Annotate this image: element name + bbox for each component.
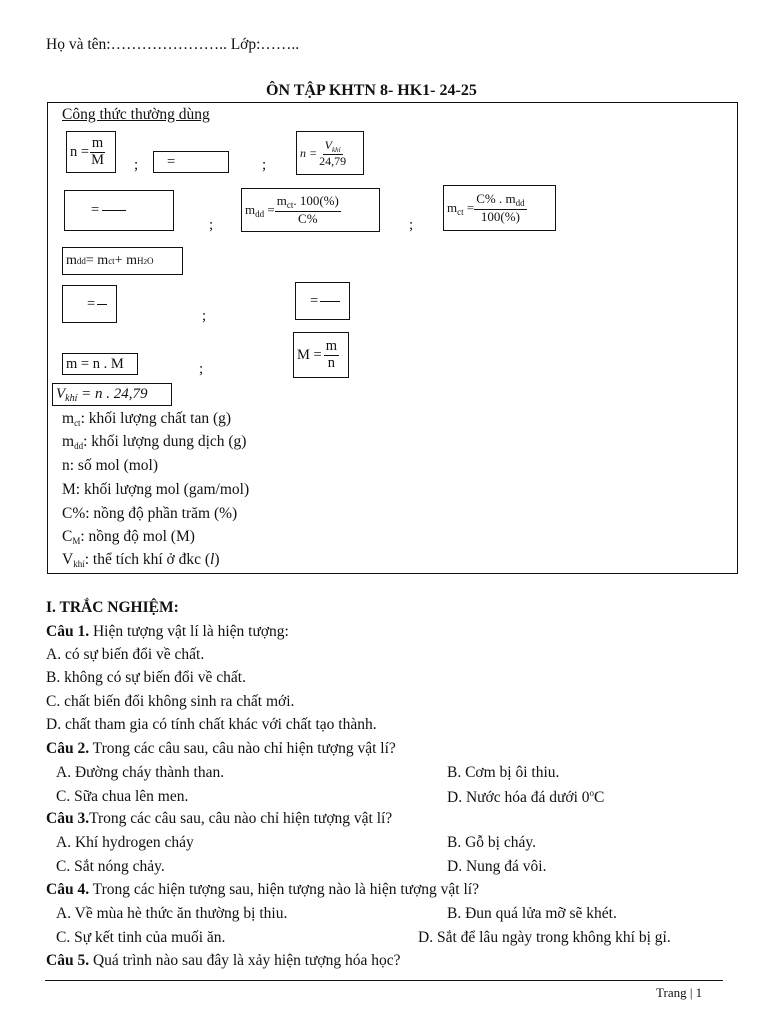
mass-symbol: m bbox=[447, 199, 458, 215]
page-title: ÔN TẬP KHTN 8- HK1- 24-25 bbox=[266, 82, 477, 99]
formula-equals: = bbox=[91, 202, 100, 218]
fraction bbox=[275, 194, 341, 225]
fraction-denominator: 24,79 bbox=[319, 153, 347, 168]
semicolon: ; bbox=[209, 217, 214, 233]
answer-option[interactable]: B. Gỗ bị cháy. bbox=[447, 834, 536, 851]
formula-text: = n . 24,79 bbox=[77, 386, 148, 402]
legend-item: $m_{dd}$: khối lượng dung dịch (g) bbox=[62, 433, 247, 451]
mass-symbol: m bbox=[245, 201, 256, 217]
formula-mdd-sum bbox=[62, 247, 183, 275]
formula-equals: = bbox=[167, 154, 176, 170]
answer-option[interactable]: A. Về mùa hè thức ăn thường bị thiu. bbox=[56, 905, 288, 922]
subscript: dd bbox=[515, 198, 525, 209]
subscript: dd bbox=[76, 256, 86, 266]
fraction bbox=[89, 136, 106, 167]
semicolon: ; bbox=[409, 217, 414, 233]
formula-equals: = bbox=[310, 292, 319, 309]
numerator: C% . m bbox=[476, 191, 516, 207]
formula-lhs: n = bbox=[300, 145, 318, 160]
formula-mct: $m_{ct}$ = $\frac{C\% . m_{dd}}{100(\%)}$ bbox=[443, 185, 556, 231]
legend-item: n: số mol (mol) bbox=[62, 457, 159, 474]
subscript: H bbox=[136, 256, 144, 266]
formula-n-V-24-79 bbox=[296, 131, 364, 175]
formula-blank-2 bbox=[64, 190, 174, 231]
fraction-numerator: m bbox=[325, 338, 337, 355]
page-number: Trang | 1 bbox=[656, 985, 703, 1000]
question-3: Câu 3.Trong các câu sau, câu nào chỉ hiện tượng vật lí? bbox=[46, 810, 393, 827]
answer-option[interactable]: B. không có sự biến đổi về chất. bbox=[46, 669, 246, 686]
answer-option[interactable]: C. Sữa chua lên men. bbox=[56, 788, 189, 805]
numerator-rest: . 100(%) bbox=[293, 193, 339, 209]
fraction-numerator: m bbox=[91, 135, 104, 152]
answer-option[interactable]: D. Nước hóa đá dưới 0$^o$C bbox=[447, 788, 605, 807]
semicolon: ; bbox=[199, 361, 204, 377]
answer-option[interactable]: D. Nung đá vôi. bbox=[447, 858, 547, 875]
formula-V-n-24-79 bbox=[52, 383, 172, 406]
formula-part: + m bbox=[114, 253, 137, 268]
formula-n-m-M bbox=[66, 131, 116, 173]
answer-option[interactable]: C. Sự kết tinh của muối ăn. bbox=[56, 929, 226, 946]
answer-option[interactable]: A. Khí hydrogen cháy bbox=[56, 834, 194, 851]
formula-mdd: $m_{dd}$ = $\frac{m_{ct}. 100(\%)}{C\%}$ bbox=[241, 188, 380, 232]
formula-m-nM bbox=[62, 353, 138, 375]
answer-option[interactable]: A. Đường cháy thành than. bbox=[56, 764, 225, 781]
subscript: khí bbox=[65, 393, 78, 404]
formula-heading: Công thức thường dùng bbox=[62, 106, 210, 123]
subscript: O bbox=[146, 256, 154, 266]
fraction-bar bbox=[102, 210, 126, 211]
section-heading: I. TRẮC NGHIỆM: bbox=[46, 599, 179, 616]
formula-text: m = n . M bbox=[66, 356, 124, 372]
formula-M-m-n bbox=[293, 332, 349, 378]
formula-lhs: n = bbox=[70, 143, 90, 160]
formula-lhs: M = bbox=[297, 346, 322, 363]
name-class-line: Họ và tên:………………….. Lớp:…….. bbox=[46, 36, 300, 53]
fraction bbox=[317, 139, 348, 168]
fraction-denominator: C% bbox=[298, 210, 318, 226]
formula-frame bbox=[47, 102, 738, 574]
formula-blank-4 bbox=[295, 282, 350, 320]
answer-option[interactable]: B. Cơm bị ôi thiu. bbox=[447, 764, 560, 781]
mass-symbol: m bbox=[66, 253, 77, 268]
fraction-denominator: n bbox=[327, 354, 335, 371]
question-1: Câu 1. Hiện tượng vật lí là hiện tượng: bbox=[46, 623, 289, 640]
answer-option[interactable]: D. chất tham gia có tính chất khác với chất tạo thành. bbox=[46, 716, 377, 733]
subscript: dd bbox=[255, 208, 265, 219]
fraction-bar bbox=[97, 304, 107, 305]
semicolon: ; bbox=[262, 157, 267, 173]
legend-item: $m_{ct}$: khối lượng chất tan (g) bbox=[62, 410, 232, 428]
formula-equals: = bbox=[87, 295, 96, 312]
fraction-denominator: M bbox=[91, 151, 104, 168]
footer-rule bbox=[45, 980, 723, 981]
legend-item: C%: nồng độ phần trăm (%) bbox=[62, 505, 238, 522]
semicolon: ; bbox=[134, 157, 139, 173]
subscript: 2 bbox=[143, 258, 147, 266]
fraction-denominator: 100(%) bbox=[480, 208, 520, 224]
subscript: ct bbox=[108, 256, 115, 266]
legend-item: $C_M$: nồng độ mol (M) bbox=[62, 528, 195, 546]
formula-blank-3 bbox=[62, 285, 117, 323]
volume-symbol: V bbox=[324, 137, 332, 152]
legend-item: M: khối lượng mol (gam/mol) bbox=[62, 481, 250, 498]
answer-option[interactable]: A. có sự biến đổi về chất. bbox=[46, 646, 205, 663]
subscript: ct bbox=[286, 200, 294, 211]
question-4: Câu 4. Trong các hiện tượng sau, hiện tượng nào là hiện tượng vật lí? bbox=[46, 881, 479, 898]
fraction-bar bbox=[320, 301, 340, 302]
mass-symbol: m bbox=[276, 193, 287, 209]
answer-option[interactable]: D. Sắt để lâu ngày trong không khí bị gỉ. bbox=[418, 929, 671, 946]
formula-blank-1 bbox=[153, 151, 229, 173]
answer-option[interactable]: C. Sắt nóng chảy. bbox=[56, 858, 165, 875]
question-2: Câu 2. Trong các câu sau, câu nào chỉ hiện tượng vật lí? bbox=[46, 740, 396, 757]
legend-item: $V_{khí}$: thể tích khí ở đkc (l) bbox=[62, 551, 220, 569]
semicolon: ; bbox=[202, 308, 207, 324]
subscript: khí bbox=[332, 145, 341, 154]
volume-symbol: V bbox=[56, 386, 66, 402]
answer-option[interactable]: C. chất biến đổi không sinh ra chất mới. bbox=[46, 693, 295, 710]
subscript: ct bbox=[457, 206, 464, 217]
answer-option[interactable]: B. Đun quá lửa mỡ sẽ khét. bbox=[447, 905, 617, 922]
fraction bbox=[474, 192, 526, 223]
question-5: Câu 5. Quá trình nào sau đây là xảy hiện tượng hóa học? bbox=[46, 952, 401, 969]
fraction bbox=[324, 339, 339, 370]
formula-part: = m bbox=[85, 253, 109, 268]
